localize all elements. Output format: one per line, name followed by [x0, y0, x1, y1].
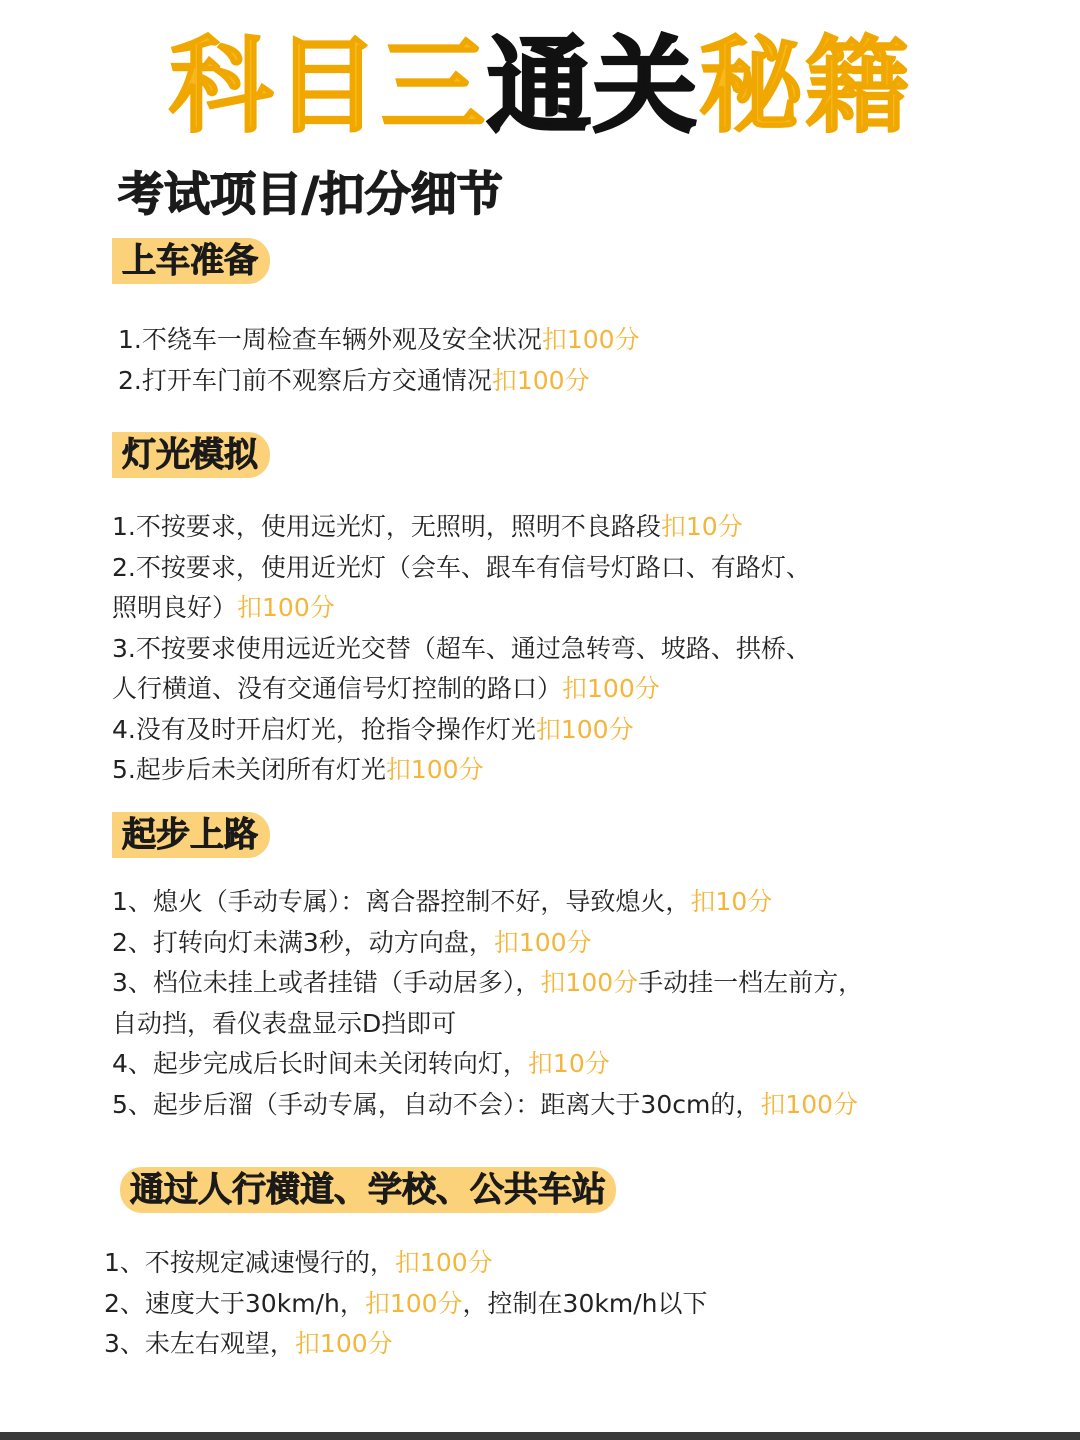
list-item-line	[112, 750, 811, 791]
item-text-after: ，控制在30km/h以下	[462, 1288, 708, 1318]
penalty-text: 扣100分	[364, 1288, 463, 1318]
penalty-text: 扣100分	[540, 968, 639, 997]
penalty-text: 扣100分	[562, 674, 660, 703]
penalty-text: 扣100分	[491, 365, 590, 395]
section-heading-crosswalk: 通过人行横道、学校、公共车站	[120, 1167, 616, 1213]
page-subtitle: 考试项目/扣分细节	[118, 167, 503, 221]
section-items	[118, 320, 640, 401]
penalty-text: 扣100分	[237, 593, 335, 622]
list-item-line	[112, 710, 811, 751]
list-item-line	[112, 1044, 863, 1085]
item-text: 2、打转向灯未满3秒，动方向盘，	[112, 927, 494, 957]
item-text: 1、不按规定减速慢行的，	[104, 1248, 395, 1277]
penalty-text: 扣100分	[760, 1089, 859, 1119]
title-part-2: 通关	[486, 25, 699, 147]
item-text: 5.起步后未关闭所有灯光	[112, 755, 386, 784]
item-text: 3、档位未挂上或者挂错（手动居多），	[112, 968, 541, 997]
item-text: 4、起步完成后长时间未关闭转向灯，	[112, 1049, 528, 1078]
title-part-3: 秘籍	[699, 25, 912, 147]
list-item-line	[112, 507, 811, 548]
penalty-text: 扣100分	[385, 755, 484, 784]
section-items	[112, 507, 811, 791]
list-item-line	[112, 1004, 863, 1045]
list-item-line	[112, 882, 863, 923]
penalty-text: 扣100分	[541, 325, 640, 354]
penalty-text: 扣100分	[493, 927, 592, 957]
bottom-bar	[0, 1432, 1080, 1440]
penalty-text: 扣100分	[394, 1248, 493, 1277]
list-item-line	[104, 1284, 707, 1325]
list-item-line	[112, 669, 811, 710]
item-text: 自动挡，看仪表盘显示D挡即可	[112, 1008, 457, 1038]
list-item-line	[104, 1243, 707, 1284]
item-text: 1、熄火（手动专属）：离合器控制不好，导致熄火，	[112, 887, 691, 916]
list-item-line	[112, 548, 811, 589]
list-item-line	[112, 629, 811, 670]
item-text: 1.不按要求，使用远光灯，无照明，照明不良路段	[112, 512, 661, 541]
item-text-after: 手动挂一档左前方，	[638, 968, 864, 997]
item-text: 照明良好）	[112, 593, 238, 622]
item-text: 4.没有及时开启灯光，抢指令操作灯光	[112, 714, 536, 744]
section-heading-boarding: 上车准备	[112, 238, 270, 284]
list-item-line	[118, 320, 640, 361]
penalty-text: 扣10分	[690, 887, 773, 916]
item-text: 人行横道、没有交通信号灯控制的路口）	[112, 674, 563, 703]
item-text: 3.不按要求使用远近光交替（超车、通过急转弯、坡路、拱桥、	[112, 633, 811, 663]
list-item-line	[112, 963, 863, 1004]
list-item-line	[112, 588, 811, 629]
list-item-line	[112, 1085, 863, 1126]
item-text: 2.不按要求，使用近光灯（会车、跟车有信号灯路口、有路灯、	[112, 552, 811, 582]
section-items	[104, 1243, 707, 1365]
item-text: 5、起步后溜（手动专属，自动不会）：距离大于30cm的，	[112, 1089, 761, 1119]
penalty-text: 扣10分	[527, 1049, 610, 1078]
item-text: 3、未左右观望，	[104, 1329, 295, 1358]
section-items	[112, 882, 863, 1125]
item-text: 2.打开车门前不观察后方交通情况	[118, 365, 492, 395]
title-part-1: 科目三	[168, 25, 487, 147]
section-heading-start: 起步上路	[112, 812, 270, 858]
penalty-text: 扣10分	[660, 512, 743, 541]
penalty-text: 扣100分	[535, 714, 634, 744]
section-heading-lights: 灯光模拟	[112, 432, 270, 478]
list-item-line	[112, 923, 863, 964]
item-text: 1.不绕车一周检查车辆外观及安全状况	[118, 325, 542, 354]
list-item-line	[104, 1324, 707, 1365]
page-title	[0, 25, 1080, 147]
list-item-line	[118, 361, 640, 402]
item-text: 2、速度大于30km/h，	[104, 1288, 365, 1318]
penalty-text: 扣100分	[294, 1329, 393, 1358]
